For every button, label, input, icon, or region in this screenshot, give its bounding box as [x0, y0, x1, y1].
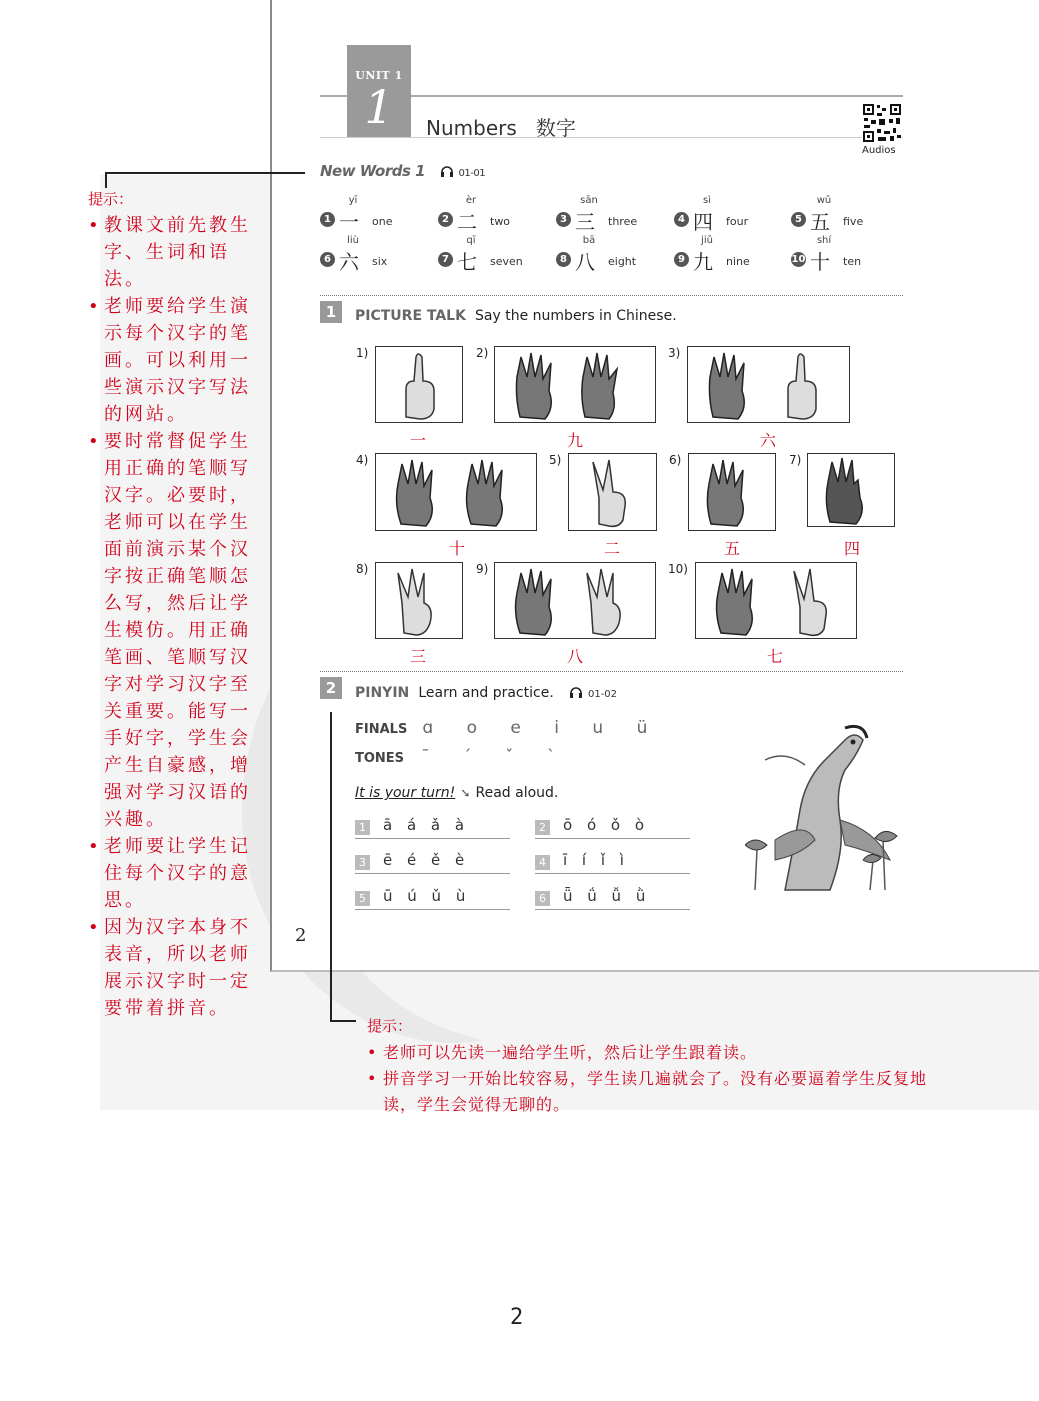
picture-answer: 十 [449, 539, 466, 558]
turn-row [355, 782, 558, 801]
annotation-connector-horizontal [330, 1020, 356, 1022]
annotation-connector [105, 172, 305, 174]
annotation-connector-tick [105, 172, 107, 188]
page-number-outer: 2 [510, 1305, 524, 1330]
word-hanzi: 九 [693, 250, 713, 274]
picture-hand-eight [494, 562, 656, 639]
finals-label: FINALS [355, 722, 408, 737]
qr-audio-label: Audios [862, 145, 896, 156]
picture-label: 9) [476, 562, 489, 576]
word-number: 6 [320, 252, 335, 267]
section2-heading [355, 682, 617, 701]
picture-label: 10) [668, 562, 688, 576]
pinyin-row [535, 851, 690, 874]
section1-title: PICTURE TALK [355, 308, 466, 324]
unit-title: Numbers 数字 [426, 116, 576, 140]
new-words-title: New Words 1 [320, 162, 426, 180]
picture-hand-seven [695, 562, 857, 639]
unit-number: 1 [364, 80, 394, 134]
word-english: seven [490, 255, 523, 268]
picture-label: 4) [356, 453, 369, 467]
hand-illustration [688, 347, 849, 422]
picture-answer: 一 [410, 431, 427, 450]
word-number: 5 [791, 212, 806, 227]
unit-badge [347, 45, 411, 137]
picture-hand-two [568, 453, 657, 531]
word-pinyin: èr [465, 195, 477, 206]
picture-label: 8) [356, 562, 369, 576]
word-hanzi: 七 [457, 250, 477, 274]
note-left-item: • 老师要给学生演示每个汉字的笔画。可以利用一些演示汉字写法的网站。 [88, 293, 260, 428]
pinyin-row-text: ē é ě è [383, 851, 465, 869]
pinyin-row-text: ō ó ǒ ò [563, 816, 645, 834]
note-bottom-item: • 老师可以先读一遍给学生听，然后让学生跟着读。 [367, 1040, 927, 1066]
word-english: six [372, 255, 388, 268]
note-left-item: • 教课文前先教生字、生词和语法。 [88, 212, 260, 293]
word-pinyin: sān [580, 195, 598, 206]
note-left-item: • 因为汉字本身不表音，所以老师展示汉字时一定要带着拼音。 [88, 914, 260, 1022]
page-number-inner: 2 [295, 925, 307, 946]
pinyin-row [535, 816, 690, 839]
word-pinyin: liù [347, 235, 359, 246]
picture-label: 7) [789, 453, 802, 467]
pinyin-row-number: 4 [535, 855, 550, 870]
word-english: ten [843, 255, 862, 268]
section1-heading [355, 305, 677, 324]
word-number: 4 [674, 212, 689, 227]
finals-row [355, 718, 661, 738]
picture-answer: 三 [410, 647, 427, 666]
picture-answer: 五 [724, 539, 741, 558]
word-pinyin: jiǔ [701, 235, 713, 246]
word-english: one [372, 215, 393, 228]
picture-hand-ten [375, 453, 537, 531]
new-words-audio-code: 01-01 [458, 168, 486, 179]
word-pinyin: shí [816, 235, 832, 246]
note-left-title: 提示： [88, 190, 134, 208]
word-hanzi: 二 [457, 210, 477, 234]
hand-illustration [689, 454, 775, 530]
picture-hand-one [375, 346, 463, 423]
qr-code-icon[interactable] [862, 103, 902, 143]
word-pinyin: qī [466, 235, 476, 246]
section1-number: 1 [320, 301, 342, 323]
pinyin-row [535, 887, 690, 910]
picture-answer: 六 [760, 431, 777, 450]
word-number: 7 [438, 252, 453, 267]
annotation-connector-vertical [330, 712, 332, 1020]
section-divider [320, 671, 903, 672]
note-bottom-list [367, 1040, 927, 1118]
word-number: 3 [556, 212, 571, 227]
tones-row [355, 747, 569, 767]
pinyin-row-number: 6 [535, 891, 550, 906]
hand-illustration [495, 347, 655, 422]
note-left-item: • 要时常督促学生用正确的笔顺写汉字。必要时，老师可以在学生面前演示某个汉字按正确笔顺怎么写，然后让学生模仿。用正确笔画、笔顺写汉字对学习汉字至关重要。能写一手好字，学生会产生自豪感，增强对学习汉语的兴趣。 [88, 428, 260, 833]
pinyin-row-number: 2 [535, 820, 550, 835]
section-divider [320, 295, 903, 296]
hand-illustration [376, 347, 462, 422]
note-bottom-title: 提示： [367, 1017, 413, 1035]
word-number: 10 [791, 254, 806, 265]
word-number: 9 [674, 252, 689, 267]
word-hanzi: 三 [575, 210, 595, 234]
picture-label: 6) [669, 453, 682, 467]
picture-hand-four [807, 453, 895, 527]
picture-answer: 七 [767, 647, 784, 666]
pinyin-row-number: 5 [355, 891, 370, 906]
word-hanzi: 五 [810, 210, 830, 234]
section2-subtitle: Learn and practice. [418, 685, 554, 701]
word-number: 8 [556, 252, 571, 267]
pinyin-row [355, 887, 510, 910]
word-english: eight [608, 255, 637, 268]
word-english: five [843, 215, 864, 228]
tones-label: TONES [355, 751, 405, 766]
title-rule-bottom [320, 137, 903, 138]
hand-illustration [376, 454, 536, 530]
picture-label: 5) [549, 453, 562, 467]
pinyin-row-text: ā á ǎ à [383, 816, 465, 834]
hand-illustration [696, 563, 856, 638]
picture-answer: 八 [567, 647, 584, 666]
word-pinyin: sì [703, 195, 711, 206]
picture-label: 3) [668, 346, 681, 360]
word-pinyin: wǔ [816, 195, 832, 206]
picture-answer: 二 [604, 539, 621, 558]
tones-values: ˉ ˊ ˇ ˋ [421, 747, 570, 767]
turn-prompt: It is your turn! [355, 785, 456, 801]
word-hanzi: 八 [575, 250, 595, 274]
note-left-item: • 老师要让学生记住每个汉字的意思。 [88, 833, 260, 914]
section1-subtitle: Say the numbers in Chinese. [475, 308, 677, 324]
note-left-list [88, 212, 260, 1022]
word-pinyin: yī [348, 195, 358, 206]
word-number: 1 [320, 212, 335, 227]
picture-hand-nine [494, 346, 656, 423]
read-aloud-label: Read aloud. [475, 785, 559, 801]
hand-illustration [569, 454, 656, 530]
crane-illustration [745, 720, 905, 900]
arrow-icon: ➘ [460, 786, 471, 800]
hand-illustration [376, 563, 462, 638]
hand-illustration [808, 454, 894, 526]
finals-values: ɑ o e i u ü [422, 718, 662, 738]
new-words-heading [320, 162, 485, 180]
word-hanzi: 十 [810, 250, 830, 274]
word-english: three [608, 215, 638, 228]
picture-hand-five [688, 453, 776, 531]
picture-answer: 四 [844, 539, 861, 558]
headphone-icon[interactable] [440, 165, 454, 177]
pinyin-row-number: 3 [355, 855, 370, 870]
word-english: nine [726, 255, 750, 268]
pinyin-row [355, 816, 510, 839]
word-hanzi: 一 [339, 210, 359, 234]
word-hanzi: 六 [339, 250, 359, 274]
unit-label: UNIT 1 [355, 69, 403, 82]
pinyin-row-text: ī í ǐ ì [563, 851, 624, 869]
pinyin-row-text: ǖ ǘ ǚ ǜ [563, 887, 646, 905]
note-bottom-item: • 拼音学习一开始比较容易，学生读几遍就会了。没有必要逼着学生反复地读，学生会觉得无聊的。 [367, 1066, 927, 1118]
word-english: two [490, 215, 511, 228]
hand-illustration [495, 563, 655, 638]
word-hanzi: 四 [693, 210, 713, 234]
word-number: 2 [438, 212, 453, 227]
pinyin-row [355, 851, 510, 874]
picture-answer: 九 [567, 431, 584, 450]
picture-label: 2) [476, 346, 489, 360]
pinyin-row-number: 1 [355, 820, 370, 835]
section2-number: 2 [320, 677, 342, 699]
word-english: four [726, 215, 749, 228]
word-pinyin: bā [582, 235, 596, 246]
picture-hand-three [375, 562, 463, 639]
picture-hand-six [687, 346, 850, 423]
headphone-icon[interactable] [569, 686, 583, 698]
picture-label: 1) [356, 346, 369, 360]
section2-title: PINYIN [355, 685, 410, 701]
pinyin-row-text: ū ú ǔ ù [383, 887, 466, 905]
section2-audio-code: 01-02 [587, 689, 618, 700]
